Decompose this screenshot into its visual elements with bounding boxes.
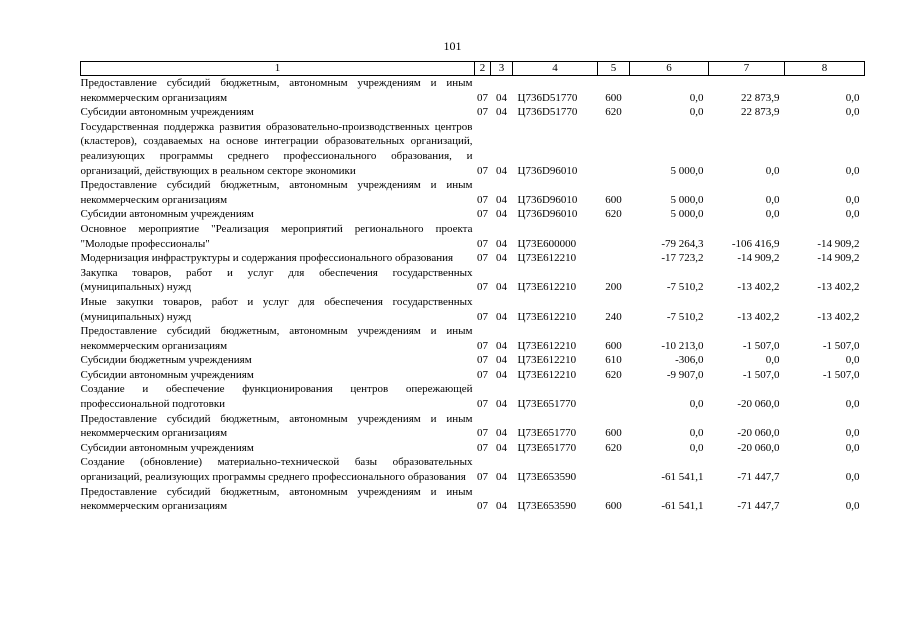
table-row xyxy=(81,368,865,383)
amount-col6: -10 213,0 xyxy=(661,339,704,352)
row-name: Субсидии автономным учреждениям xyxy=(80,208,254,221)
target-article: Ц736D96010 xyxy=(517,208,578,221)
expense-type: 620 xyxy=(605,106,622,119)
subsection-code: 04 xyxy=(496,106,507,119)
amount-col7: -20 060,0 xyxy=(737,398,780,411)
expense-type: 240 xyxy=(605,310,622,323)
amount-col8: 0,0 xyxy=(845,398,860,411)
table-row xyxy=(81,324,865,353)
amount-col6: -61 541,1 xyxy=(661,471,704,484)
amount-col7: -13 402,2 xyxy=(737,281,780,294)
header-cell: 8 xyxy=(785,62,865,76)
amount-col6: -7 510,2 xyxy=(666,281,704,294)
section-code: 07 xyxy=(477,164,488,177)
amount-col8: 0,0 xyxy=(845,91,860,104)
table-header xyxy=(81,62,865,76)
amount-col6: -7 510,2 xyxy=(666,310,704,323)
target-article: Ц736D96010 xyxy=(517,164,578,177)
target-article: Ц73Е651770 xyxy=(517,441,577,454)
table-row xyxy=(81,207,865,222)
table-body xyxy=(81,76,865,514)
amount-col8: 0,0 xyxy=(845,354,860,367)
expense-type: 200 xyxy=(605,281,622,294)
amount-col7: 0,0 xyxy=(765,208,780,221)
amount-col6: -61 541,1 xyxy=(661,500,704,513)
subsection-code: 04 xyxy=(496,252,507,265)
amount-col7: 0,0 xyxy=(765,354,780,367)
row-name: Предоставление субсидий бюджетным, автономным учреждениям и иным некоммерческим организациям xyxy=(80,77,473,104)
section-code: 07 xyxy=(477,500,488,513)
section-code: 07 xyxy=(477,91,488,104)
row-name: Субсидии бюджетным учреждениям xyxy=(80,354,252,367)
subsection-code: 04 xyxy=(496,427,507,440)
amount-col8: 0,0 xyxy=(845,500,860,513)
amount-col7: 22 873,9 xyxy=(741,91,780,104)
target-article: Ц73Е653590 xyxy=(517,471,577,484)
subsection-code: 04 xyxy=(496,471,507,484)
amount-col6: 5 000,0 xyxy=(670,208,704,221)
target-article: Ц73Е612210 xyxy=(517,368,577,381)
row-name: Субсидии автономным учреждениям xyxy=(80,441,254,454)
page-number: 101 xyxy=(443,39,462,53)
target-article: Ц736D51770 xyxy=(517,106,578,119)
amount-col7: -71 447,7 xyxy=(737,500,780,513)
amount-col8: -13 402,2 xyxy=(817,281,860,294)
amount-col7: 0,0 xyxy=(765,193,780,206)
row-name: Основное мероприятие "Реализация мероприятий регионального проекта "Молодые профессионалы" xyxy=(80,222,473,250)
expense-type: 600 xyxy=(605,193,622,206)
row-name: Государственная поддержка развития образовательно-производственных центров (кластеров), создаваемых на основе интеграции образовательных организаций, реализующих программы среднего профессионального образования, и организаций, действующих в реальном секторе экономики xyxy=(80,120,473,177)
subsection-code: 04 xyxy=(496,310,507,323)
row-name: Предоставление субсидий бюджетным, автономным учреждениям и иным некоммерческим организациям xyxy=(80,179,473,206)
row-name: Предоставление субсидий бюджетным, автономным учреждениям и иным некоммерческим организациям xyxy=(80,325,473,352)
amount-col6: -9 907,0 xyxy=(666,368,704,381)
table-row xyxy=(81,222,865,251)
table-row xyxy=(81,455,865,484)
section-code: 07 xyxy=(477,368,488,381)
table-row xyxy=(81,441,865,456)
expense-type: 600 xyxy=(605,500,622,513)
table-row xyxy=(81,382,865,411)
expense-type xyxy=(598,120,630,178)
row-name: Создание и обеспечение функционирования центров опережающей профессиональной подготовки xyxy=(80,383,473,411)
header-cell: 2 xyxy=(475,62,491,76)
subsection-code: 04 xyxy=(496,281,507,294)
amount-col7: -71 447,7 xyxy=(737,471,780,484)
subsection-code: 04 xyxy=(496,237,507,250)
amount-col6: 0,0 xyxy=(689,427,704,440)
expense-type xyxy=(598,222,630,251)
section-code: 07 xyxy=(477,252,488,265)
expense-type: 600 xyxy=(605,91,622,104)
table-row xyxy=(81,485,865,514)
amount-col7: -14 909,2 xyxy=(737,252,780,265)
subsection-code: 04 xyxy=(496,398,507,411)
amount-col8: 0,0 xyxy=(845,193,860,206)
row-name: Создание (обновление) материально-технической базы образовательных организаций, реализующих программы среднего профессионального образования xyxy=(80,456,473,484)
section-code: 07 xyxy=(477,193,488,206)
amount-col7: -106 416,9 xyxy=(731,237,780,250)
subsection-code: 04 xyxy=(496,368,507,381)
section-code: 07 xyxy=(477,310,488,323)
header-cell: 5 xyxy=(598,62,630,76)
row-name: Субсидии автономным учреждениям xyxy=(80,368,254,381)
expense-type: 610 xyxy=(605,354,622,367)
amount-col6: 5 000,0 xyxy=(670,193,704,206)
row-name: Модернизация инфраструктуры и содержания профессионального образования xyxy=(80,252,454,265)
target-article: Ц736D51770 xyxy=(517,91,578,104)
amount-col8: 0,0 xyxy=(845,106,860,119)
section-code: 07 xyxy=(477,208,488,221)
table-row xyxy=(81,353,865,368)
amount-col7: -1 507,0 xyxy=(742,368,780,381)
table-row xyxy=(81,105,865,120)
amount-col8: 0,0 xyxy=(845,427,860,440)
subsection-code: 04 xyxy=(496,354,507,367)
expense-type: 600 xyxy=(605,339,622,352)
amount-col7: -13 402,2 xyxy=(737,310,780,323)
section-code: 07 xyxy=(477,427,488,440)
target-article: Ц736D96010 xyxy=(517,193,578,206)
amount-col6: 5 000,0 xyxy=(670,164,704,177)
amount-col8: -1 507,0 xyxy=(822,339,860,352)
target-article: Ц73Е651770 xyxy=(517,398,577,411)
header-cell: 4 xyxy=(513,62,598,76)
row-name: Предоставление субсидий бюджетным, автономным учреждениям и иным некоммерческим организациям xyxy=(80,485,473,513)
table-row xyxy=(81,120,865,178)
table-row xyxy=(81,412,865,441)
amount-col8: -1 507,0 xyxy=(822,368,860,381)
amount-col6: -17 723,2 xyxy=(661,252,704,265)
amount-col6: 0,0 xyxy=(689,91,704,104)
table-row xyxy=(81,295,865,324)
expense-type: 620 xyxy=(605,368,622,381)
header-cell: 7 xyxy=(709,62,785,76)
table-row xyxy=(81,251,865,266)
amount-col6: 0,0 xyxy=(689,106,704,119)
expense-type: 620 xyxy=(605,441,622,454)
row-name: Предоставление субсидий бюджетным, автономным учреждениям и иным некоммерческим организациям xyxy=(80,412,473,440)
table-row xyxy=(81,178,865,207)
header-cell: 6 xyxy=(630,62,709,76)
target-article: Ц73Е612210 xyxy=(517,252,577,265)
expense-type xyxy=(598,382,630,411)
header-cell: 1 xyxy=(81,62,475,76)
amount-col7: 0,0 xyxy=(765,164,780,177)
expense-type: 620 xyxy=(605,208,622,221)
amount-col8: 0,0 xyxy=(845,471,860,484)
subsection-code: 04 xyxy=(496,208,507,221)
amount-col6: 0,0 xyxy=(689,398,704,411)
amount-col6: 0,0 xyxy=(689,441,704,454)
header-cell: 3 xyxy=(491,62,513,76)
target-article: Ц73Е651770 xyxy=(517,427,577,440)
target-article: Ц73Е653590 xyxy=(517,500,577,513)
amount-col8: -14 909,2 xyxy=(817,237,860,250)
amount-col8: 0,0 xyxy=(845,441,860,454)
subsection-code: 04 xyxy=(496,193,507,206)
amount-col8: -14 909,2 xyxy=(817,252,860,265)
budget-table xyxy=(80,61,865,514)
section-code: 07 xyxy=(477,281,488,294)
amount-col7: 22 873,9 xyxy=(741,106,780,119)
amount-col6: -79 264,3 xyxy=(661,237,704,250)
amount-col7: -20 060,0 xyxy=(737,427,780,440)
amount-col7: -20 060,0 xyxy=(737,441,780,454)
section-code: 07 xyxy=(477,106,488,119)
expense-type: 600 xyxy=(605,427,622,440)
amount-col8: 0,0 xyxy=(845,164,860,177)
expense-type xyxy=(598,455,630,484)
row-name: Иные закупки товаров, работ и услуг для обеспечения государственных (муниципальных) нужд xyxy=(80,295,473,323)
subsection-code: 04 xyxy=(496,500,507,513)
row-name: Субсидии автономным учреждениям xyxy=(80,106,254,119)
subsection-code: 04 xyxy=(496,164,507,177)
amount-col7: -1 507,0 xyxy=(742,339,780,352)
section-code: 07 xyxy=(477,237,488,250)
amount-col8: 0,0 xyxy=(845,208,860,221)
expense-type xyxy=(598,251,630,266)
row-name: Закупка товаров, работ и услуг для обеспечения государственных (муниципальных) нужд xyxy=(80,266,473,294)
table-row xyxy=(81,266,865,295)
amount-col6: -306,0 xyxy=(675,354,704,367)
subsection-code: 04 xyxy=(496,91,507,104)
section-code: 07 xyxy=(477,441,488,454)
amount-col8: -13 402,2 xyxy=(817,310,860,323)
section-code: 07 xyxy=(477,354,488,367)
target-article: Ц73Е612210 xyxy=(517,339,577,352)
section-code: 07 xyxy=(477,398,488,411)
target-article: Ц73Е600000 xyxy=(517,237,577,250)
table-row xyxy=(81,76,865,106)
subsection-code: 04 xyxy=(496,339,507,352)
target-article: Ц73Е612210 xyxy=(517,354,577,367)
section-code: 07 xyxy=(477,471,488,484)
section-code: 07 xyxy=(477,339,488,352)
subsection-code: 04 xyxy=(496,441,507,454)
target-article: Ц73Е612210 xyxy=(517,310,577,323)
target-article: Ц73Е612210 xyxy=(517,281,577,294)
